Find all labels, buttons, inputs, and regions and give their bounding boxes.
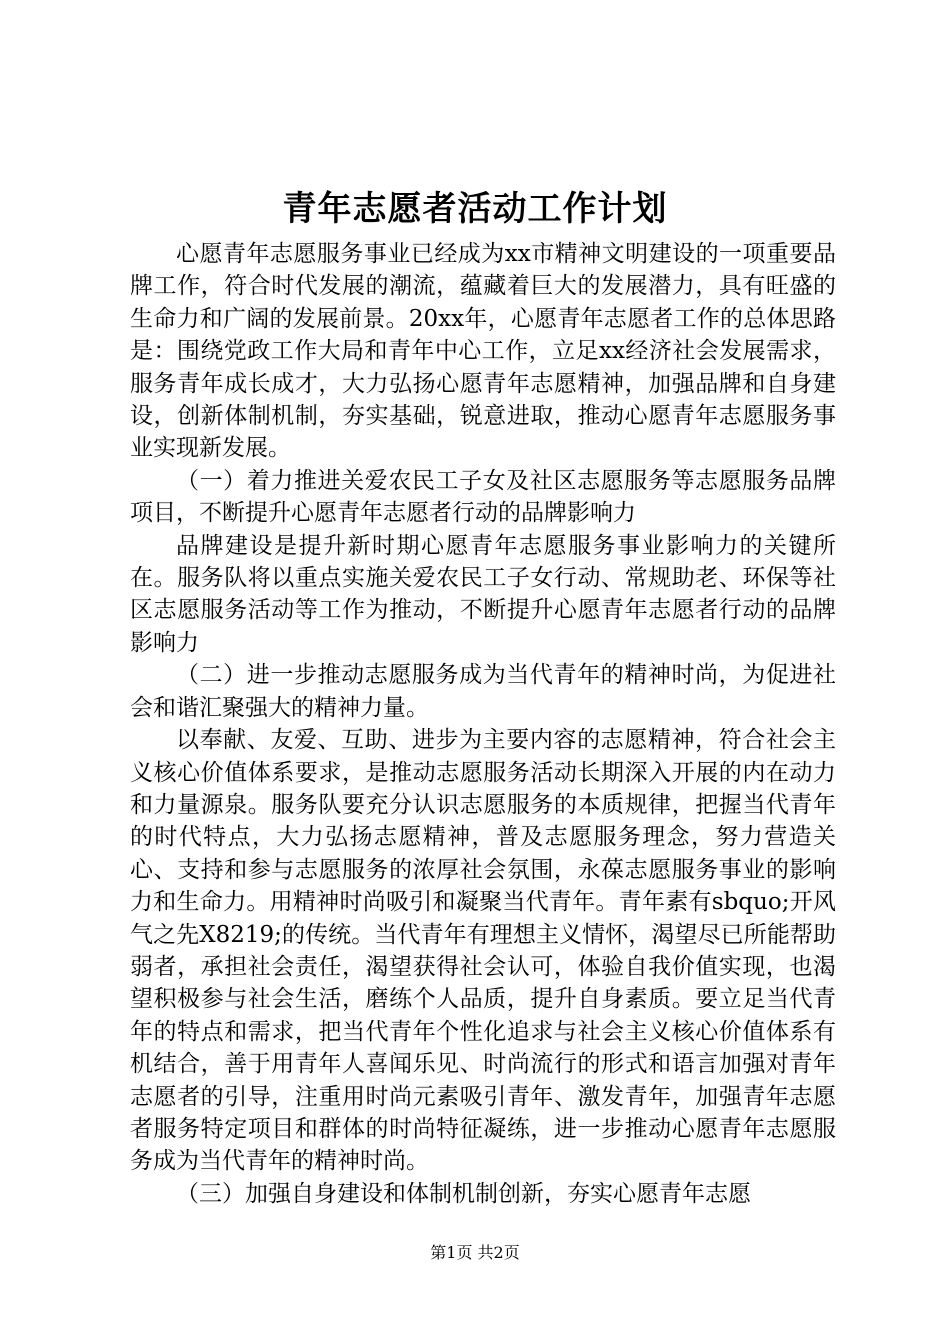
- document-body: [130, 238, 836, 1210]
- section-heading-3: （三）加强自身建设和体制机制创新，夯实心愿青年志愿: [176, 1180, 751, 1207]
- section-heading-1: （一）着力推进关爱农民工子女及社区志愿服务等志愿服务品牌项目，不断提升心愿青年志愿者行动的品牌影响力: [130, 467, 836, 527]
- document-title: 青年志愿者活动工作计划: [282, 189, 668, 229]
- paragraph-brand-building: 品牌建设是提升新时期心愿青年志愿服务事业影响力的关键所在。服务队将以重点实施关爱农民工子女行动、常规助老、环保等社区志愿服务活动等工作为推动，不断提升心愿青年志愿者行动的品牌影响力: [130, 532, 836, 656]
- paragraph-intro: 心愿青年志愿服务事业已经成为xx市精神文明建设的一项重要品牌工作，符合时代发展的潮流，蕴藏着巨大的发展潜力，具有旺盛的生命力和广阔的发展前景。20xx年，心愿青年志愿者工作的总体思路是：围绕党政工作大局和青年中心工作，立足xx经济社会发展需求，服务青年成长成才，大力弘扬心愿青年志愿精神，加强品牌和自身建设，创新体制机制，夯实基础，锐意进取，推动心愿青年志愿服务事业实现新发展。: [130, 241, 836, 462]
- paragraph-volunteer-spirit: 以奉献、友爱、互助、进步为主要内容的志愿精神，符合社会主义核心价值体系要求，是推动志愿服务活动长期深入开展的内在动力和力量源泉。服务队要充分认识志愿服务的本质规律，把握当代青年的时代特点，大力弘扬志愿精神，普及志愿服务理念，努力营造关心、支持和参与志愿服务的浓厚社会氛围，永葆志愿服务事业的影响力和生命力。用精神时尚吸引和凝聚当代青年。青年素有sbquo;开风气之先X8219;的传统。当代青年有理想主义情怀，渴望尽已所能帮助弱者，承担社会责任，渴望获得社会认可，体验自我价值实现，也渴望积极参与社会生活，磨练个人品质，提升自身素质。要立足当代青年的特点和需求，把当代青年个性化追求与社会主义核心价值体系有机结合，善于用青年人喜闻乐见、时尚流行的形式和语言加强对青年志愿者的引导，注重用时尚元素吸引青年、激发青年，加强青年志愿者服务特定项目和群体的时尚特征凝练，进一步推动心愿青年志愿服务成为当代青年的精神时尚。: [130, 727, 836, 1175]
- section-heading-2: （二）进一步推动志愿服务成为当代青年的精神时尚，为促进社会和谐汇聚强大的精神力量。: [130, 662, 836, 721]
- page-number: 第1页 共2页: [430, 1243, 520, 1262]
